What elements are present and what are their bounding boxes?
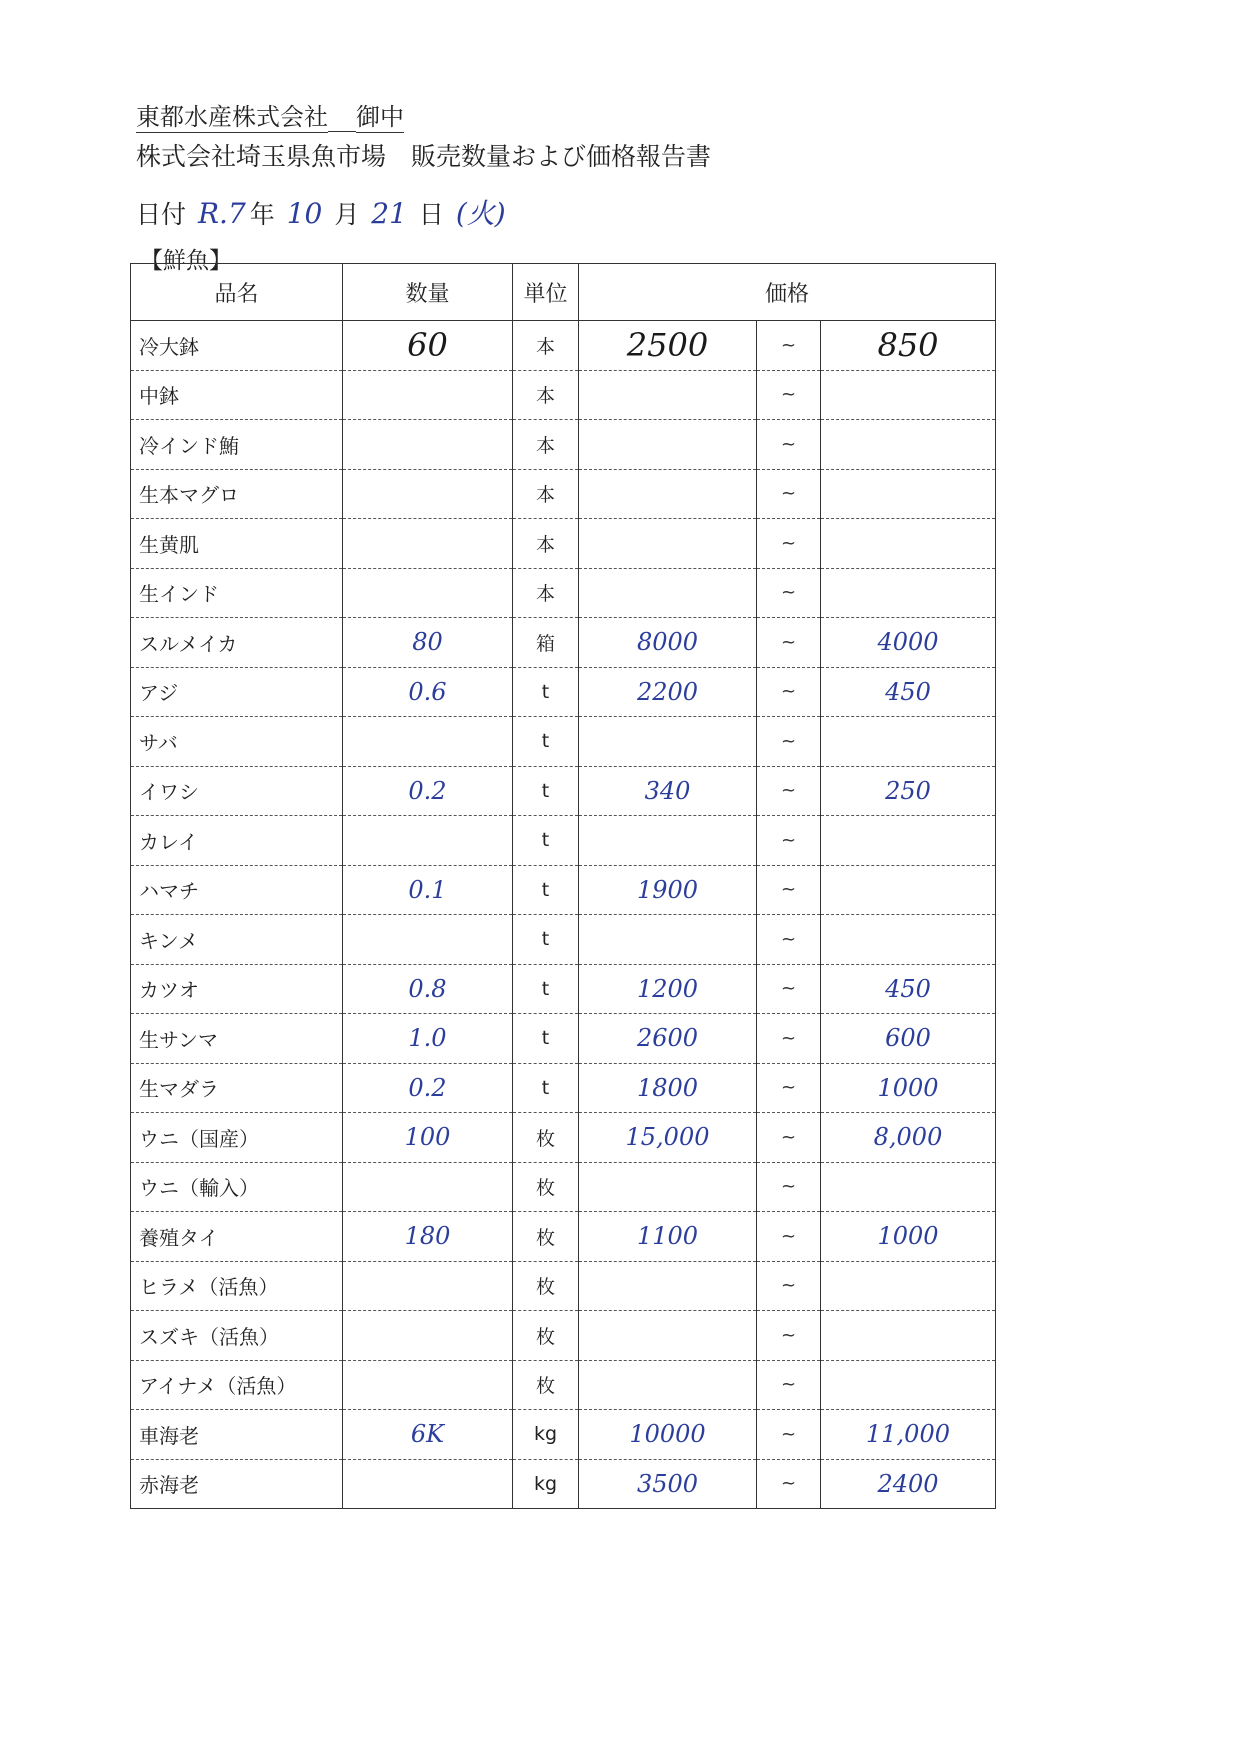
item-name: ウニ（国産） — [131, 1113, 343, 1163]
table-row — [131, 1212, 996, 1262]
quantity — [343, 370, 513, 420]
price-min — [579, 1360, 757, 1410]
price-max — [821, 1162, 996, 1212]
unit: t — [513, 667, 579, 717]
item-name: 中鉢 — [131, 370, 343, 420]
unit: 枚 — [513, 1261, 579, 1311]
table-row — [131, 568, 996, 618]
price-range-tilde: ~ — [757, 568, 821, 618]
price-min — [579, 519, 757, 569]
price-min — [579, 469, 757, 519]
price-max: 1000 — [821, 1212, 996, 1262]
price-range-tilde: ~ — [757, 717, 821, 767]
date-day: 21 — [371, 197, 407, 230]
unit: 箱 — [513, 618, 579, 668]
date-label: 日付 — [136, 200, 187, 229]
quantity — [343, 1459, 513, 1509]
date-month: 10 — [286, 197, 323, 230]
price-max: 1000 — [821, 1063, 996, 1113]
price-range-tilde: ~ — [757, 766, 821, 816]
price-range-tilde: ~ — [757, 1459, 821, 1509]
quantity — [343, 1162, 513, 1212]
price-max: 850 — [821, 321, 996, 371]
price-report-table — [130, 263, 996, 1509]
price-range-tilde: ~ — [757, 667, 821, 717]
header-name: 品名 — [131, 264, 343, 321]
table-row — [131, 1014, 996, 1064]
quantity: 180 — [343, 1212, 513, 1262]
table-row — [131, 1113, 996, 1163]
price-range-tilde: ~ — [757, 915, 821, 965]
price-min — [579, 717, 757, 767]
price-min — [579, 915, 757, 965]
addressee-line — [136, 97, 404, 132]
price-min: 2600 — [579, 1014, 757, 1064]
price-max — [821, 865, 996, 915]
item-name: スズキ（活魚） — [131, 1311, 343, 1361]
price-range-tilde: ~ — [757, 1410, 821, 1460]
quantity: 0.2 — [343, 1063, 513, 1113]
price-max — [821, 717, 996, 767]
addressee: 東都水産株式会社 — [136, 103, 328, 131]
price-max: 11,000 — [821, 1410, 996, 1460]
table-row — [131, 964, 996, 1014]
quantity: 100 — [343, 1113, 513, 1163]
item-name: アジ — [131, 667, 343, 717]
quantity: 6K — [343, 1410, 513, 1460]
price-range-tilde: ~ — [757, 1162, 821, 1212]
item-name: ヒラメ（活魚） — [131, 1261, 343, 1311]
unit: kg — [513, 1459, 579, 1509]
item-name: カレイ — [131, 816, 343, 866]
unit: 本 — [513, 420, 579, 470]
unit: 枚 — [513, 1113, 579, 1163]
price-min — [579, 420, 757, 470]
table-row — [131, 519, 996, 569]
table-row — [131, 915, 996, 965]
price-max — [821, 568, 996, 618]
quantity — [343, 717, 513, 767]
table-header-row — [131, 264, 996, 321]
unit: 本 — [513, 519, 579, 569]
price-min: 1100 — [579, 1212, 757, 1262]
table-row — [131, 865, 996, 915]
table-row — [131, 370, 996, 420]
price-min — [579, 1311, 757, 1361]
table-row — [131, 1360, 996, 1410]
table-row — [131, 1459, 996, 1509]
price-max — [821, 469, 996, 519]
quantity — [343, 420, 513, 470]
price-range-tilde: ~ — [757, 519, 821, 569]
price-max — [821, 816, 996, 866]
report-title: 株式会社埼玉県魚市場 販売数量および価格報告書 — [136, 142, 712, 171]
item-name: 生インド — [131, 568, 343, 618]
item-name: ハマチ — [131, 865, 343, 915]
quantity: 60 — [343, 321, 513, 371]
date-line — [136, 192, 510, 232]
price-range-tilde: ~ — [757, 370, 821, 420]
unit: 枚 — [513, 1360, 579, 1410]
price-range-tilde: ~ — [757, 865, 821, 915]
price-max: 4000 — [821, 618, 996, 668]
table-row — [131, 618, 996, 668]
price-min: 2500 — [579, 321, 757, 371]
price-min: 15,000 — [579, 1113, 757, 1163]
unit: 枚 — [513, 1212, 579, 1262]
price-max — [821, 915, 996, 965]
unit: 本 — [513, 370, 579, 420]
quantity — [343, 1311, 513, 1361]
unit: kg — [513, 1410, 579, 1460]
price-min: 340 — [579, 766, 757, 816]
unit: 枚 — [513, 1311, 579, 1361]
month-suffix: 月 — [334, 200, 360, 229]
price-min: 1800 — [579, 1063, 757, 1113]
header-unit: 単位 — [513, 264, 579, 321]
price-min: 10000 — [579, 1410, 757, 1460]
price-min: 1900 — [579, 865, 757, 915]
year-suffix: 年 — [249, 200, 275, 229]
item-name: 赤海老 — [131, 1459, 343, 1509]
quantity: 80 — [343, 618, 513, 668]
unit: t — [513, 865, 579, 915]
item-name: 生マダラ — [131, 1063, 343, 1113]
quantity: 0.6 — [343, 667, 513, 717]
unit: 本 — [513, 469, 579, 519]
table-row — [131, 469, 996, 519]
price-range-tilde: ~ — [757, 321, 821, 371]
unit: t — [513, 1063, 579, 1113]
unit: t — [513, 816, 579, 866]
quantity — [343, 568, 513, 618]
item-name: キンメ — [131, 915, 343, 965]
item-name: 車海老 — [131, 1410, 343, 1460]
price-max — [821, 1261, 996, 1311]
price-range-tilde: ~ — [757, 1261, 821, 1311]
price-max — [821, 1311, 996, 1361]
price-max — [821, 519, 996, 569]
item-name: 養殖タイ — [131, 1212, 343, 1262]
table-row — [131, 1261, 996, 1311]
item-name: サバ — [131, 717, 343, 767]
price-range-tilde: ~ — [757, 816, 821, 866]
unit: 本 — [513, 321, 579, 371]
item-name: 生黄肌 — [131, 519, 343, 569]
table-row — [131, 420, 996, 470]
header-qty: 数量 — [343, 264, 513, 321]
price-max: 600 — [821, 1014, 996, 1064]
price-min — [579, 1261, 757, 1311]
price-range-tilde: ~ — [757, 1212, 821, 1262]
quantity — [343, 469, 513, 519]
quantity: 0.1 — [343, 865, 513, 915]
unit: 枚 — [513, 1162, 579, 1212]
unit: t — [513, 964, 579, 1014]
quantity: 0.2 — [343, 766, 513, 816]
date-era: R.7 — [197, 197, 246, 230]
price-min: 8000 — [579, 618, 757, 668]
price-min — [579, 370, 757, 420]
price-max: 8,000 — [821, 1113, 996, 1163]
price-range-tilde: ~ — [757, 618, 821, 668]
price-max: 250 — [821, 766, 996, 816]
item-name: 冷大鉢 — [131, 321, 343, 371]
item-name: アイナメ（活魚） — [131, 1360, 343, 1410]
item-name: イワシ — [131, 766, 343, 816]
price-min: 1200 — [579, 964, 757, 1014]
price-max: 450 — [821, 667, 996, 717]
date-weekday: (火) — [455, 197, 506, 230]
item-name: 冷インド鮪 — [131, 420, 343, 470]
item-name: 生本マグロ — [131, 469, 343, 519]
item-name: カツオ — [131, 964, 343, 1014]
price-max — [821, 370, 996, 420]
quantity: 1.0 — [343, 1014, 513, 1064]
header-price: 価格 — [579, 264, 996, 321]
quantity — [343, 816, 513, 866]
quantity — [343, 519, 513, 569]
table-row — [131, 321, 996, 371]
day-suffix: 日 — [418, 200, 444, 229]
price-min: 3500 — [579, 1459, 757, 1509]
quantity — [343, 1261, 513, 1311]
price-range-tilde: ~ — [757, 1311, 821, 1361]
price-range-tilde: ~ — [757, 1063, 821, 1113]
price-range-tilde: ~ — [757, 420, 821, 470]
price-min: 2200 — [579, 667, 757, 717]
table-row — [131, 1311, 996, 1361]
price-range-tilde: ~ — [757, 964, 821, 1014]
unit: t — [513, 1014, 579, 1064]
item-name: スルメイカ — [131, 618, 343, 668]
quantity — [343, 915, 513, 965]
price-max — [821, 420, 996, 470]
table-row — [131, 667, 996, 717]
unit: t — [513, 766, 579, 816]
price-max: 2400 — [821, 1459, 996, 1509]
table-row — [131, 1162, 996, 1212]
table-row — [131, 816, 996, 866]
item-name: ウニ（輸入） — [131, 1162, 343, 1212]
unit: 本 — [513, 568, 579, 618]
price-range-tilde: ~ — [757, 1014, 821, 1064]
unit: t — [513, 717, 579, 767]
unit: t — [513, 915, 579, 965]
quantity: 0.8 — [343, 964, 513, 1014]
price-min — [579, 1162, 757, 1212]
price-range-tilde: ~ — [757, 1113, 821, 1163]
price-max — [821, 1360, 996, 1410]
price-min — [579, 816, 757, 866]
table-row — [131, 717, 996, 767]
price-range-tilde: ~ — [757, 1360, 821, 1410]
table-row — [131, 1410, 996, 1460]
honorific: 御中 — [356, 103, 404, 131]
price-min — [579, 568, 757, 618]
price-max: 450 — [821, 964, 996, 1014]
table-row — [131, 1063, 996, 1113]
table-row — [131, 766, 996, 816]
section-title: 【鮮魚】 — [140, 248, 232, 274]
price-range-tilde: ~ — [757, 469, 821, 519]
quantity — [343, 1360, 513, 1410]
item-name: 生サンマ — [131, 1014, 343, 1064]
